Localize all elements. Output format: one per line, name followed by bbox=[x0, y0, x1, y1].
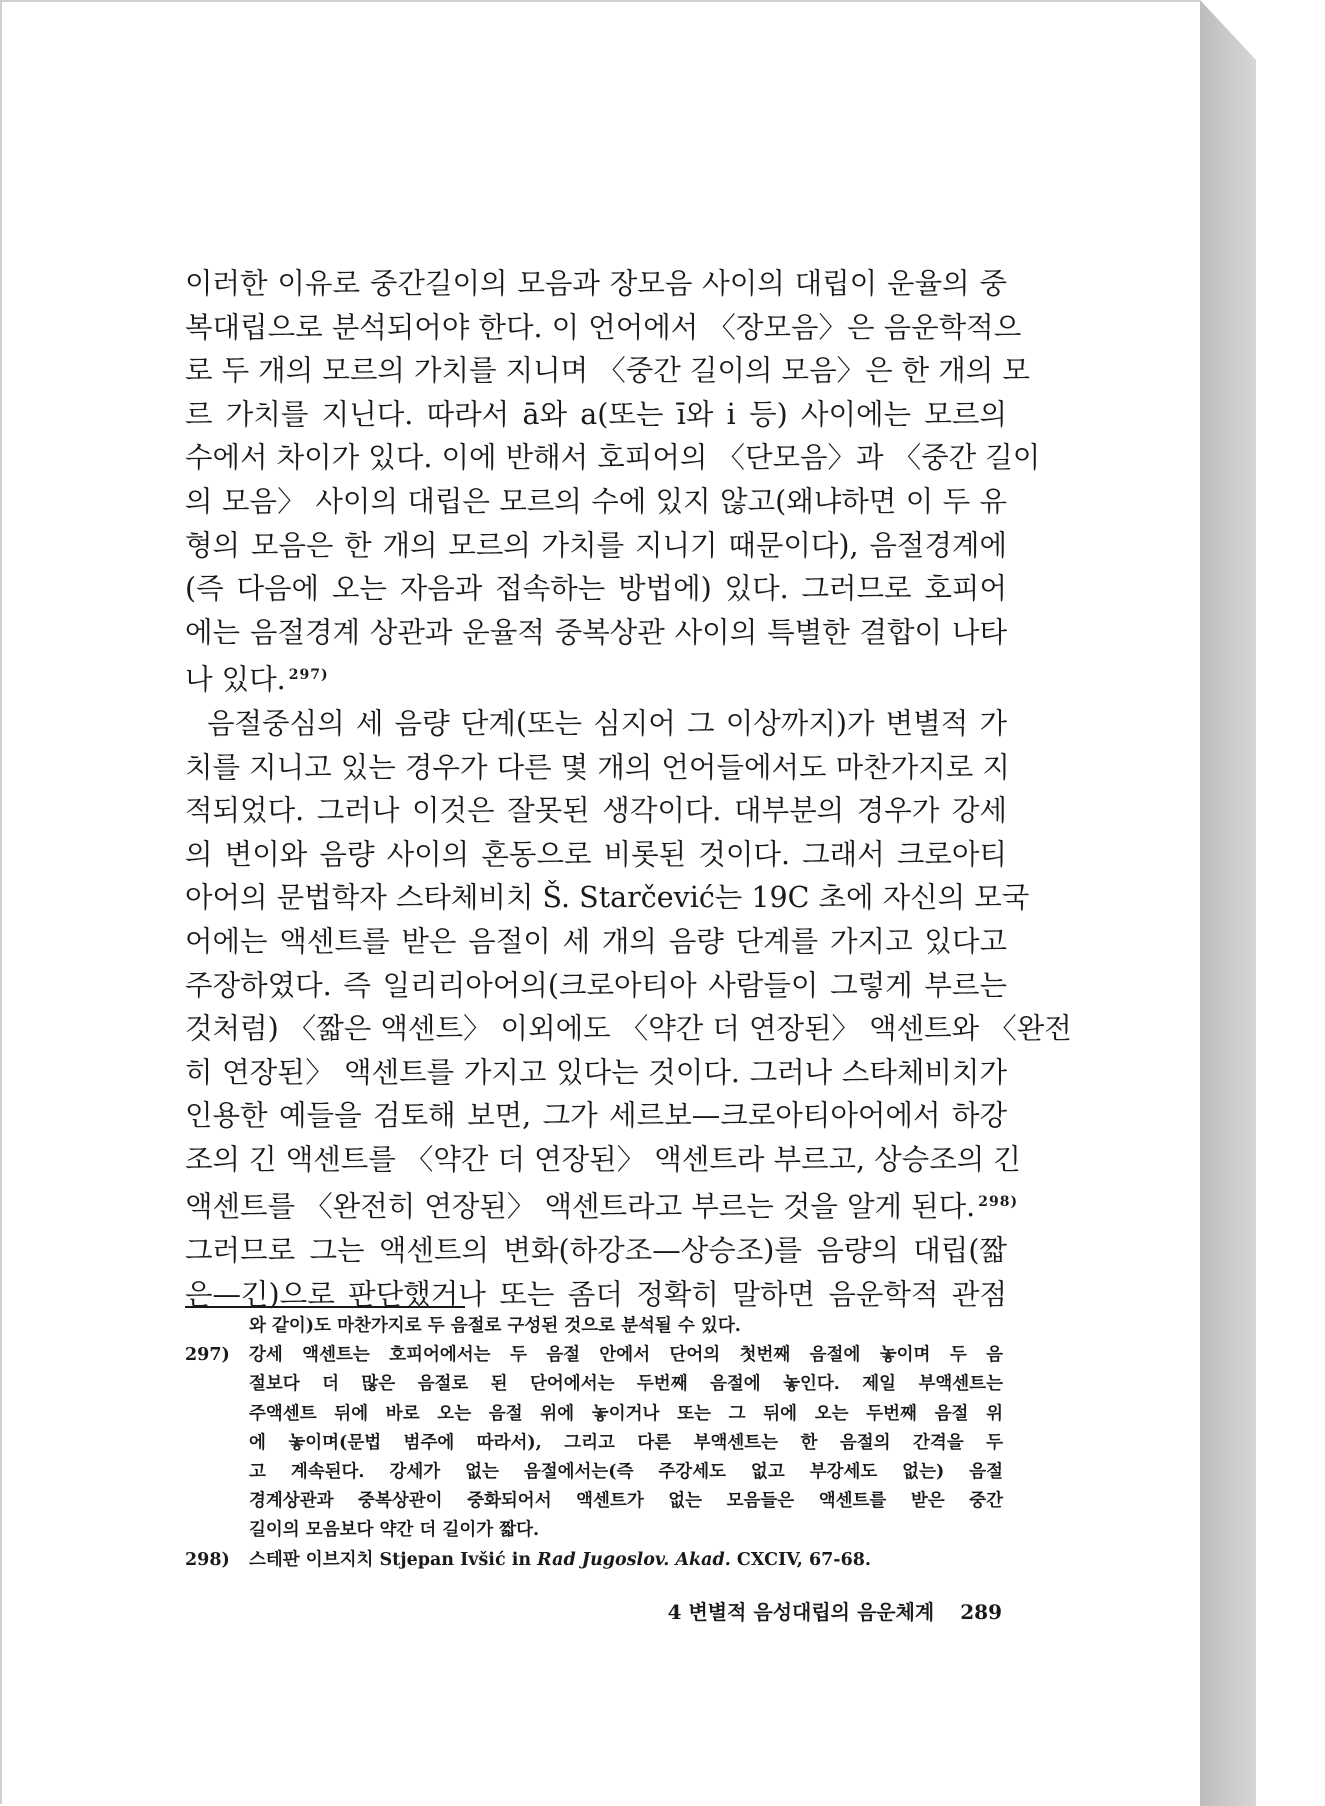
footnote-297-line: 주액센트 뒤에 바로 오는 음절 위에 놓이거나 또는 그 뒤에 오는 두번째 음절 위 bbox=[249, 1403, 1003, 1424]
footnote-298-line bbox=[185, 1546, 1003, 1575]
footnote-carryover: 와 같이)도 마찬가지로 두 음절로 구성된 것으로 분석될 수 있다. bbox=[249, 1316, 741, 1336]
footnote-text: 강세 액센트는 호피어에서는 두 음절 안에서 단어의 첫번째 음절에 놓이며 두 음 bbox=[249, 1345, 1003, 1366]
body-line: 에는 음절경계 상관과 운율적 중복상관 사이의 특별한 결합이 나타 bbox=[185, 615, 1007, 649]
footnote-text: CXCIV, 67-68. bbox=[730, 1549, 872, 1570]
footnote-number: 298) bbox=[185, 1549, 230, 1570]
journal-title: Rad Jugoslov. Akad. bbox=[537, 1549, 731, 1570]
body-line: 형의 모음은 한 개의 모르의 가치를 지니기 때문이다), 음절경계에 bbox=[185, 528, 1007, 562]
page-edge-shadow bbox=[1200, 0, 1256, 1806]
footnote-ref-298[interactable]: 298) bbox=[978, 1194, 1019, 1211]
body-text bbox=[185, 262, 1072, 1316]
footnote-297-line: 절보다 더 많은 음절로 된 단어에서는 두번째 음절에 놓인다. 제일 부액센트는 bbox=[249, 1374, 1003, 1395]
footnote-divider bbox=[185, 1306, 465, 1308]
page-number: 289 bbox=[960, 1600, 1002, 1624]
body-line: 아어의 문법학자 스타체비치 Š. Starčević는 19C 초에 자신의 모국 bbox=[185, 881, 1030, 915]
body-line-text: 액센트를 〈완전히 연장된〉 액센트라고 부르는 것을 알게 된다. bbox=[185, 1190, 976, 1224]
body-line: 적되었다. 그러나 이것은 잘못된 생각이다. 대부분의 경우가 강세 bbox=[185, 794, 1007, 828]
body-line: 히 연장된〉 액센트를 가지고 있다는 것이다. 그러나 스타체비치가 bbox=[185, 1055, 1007, 1089]
body-line: 어에는 액센트를 받은 음절이 세 개의 음량 단계를 가지고 있다고 bbox=[185, 924, 1007, 958]
body-line: 수에서 차이가 있다. 이에 반해서 호피어의 〈단모음〉과 〈중간 길이 bbox=[185, 441, 1041, 475]
body-line-text: 나 있다. bbox=[185, 663, 286, 697]
body-line: (즉 다음에 오는 자음과 접속하는 방법에) 있다. 그러므로 호피어 bbox=[185, 572, 1007, 606]
footnote-297-line: 경계상관과 중복상관이 중화되어서 액센트가 없는 모음들은 액센트를 받은 중간 bbox=[249, 1491, 1003, 1512]
footnotes bbox=[185, 1312, 1003, 1575]
body-line: 주장하였다. 즉 일리리아어의(크로아티아 사람들이 그렇게 부르는 bbox=[185, 968, 1007, 1002]
footnote-297-line: 길이의 모음보다 약간 더 길이가 짧다. bbox=[249, 1520, 540, 1541]
body-line bbox=[185, 1181, 1019, 1229]
body-line bbox=[185, 654, 1007, 702]
body-line: 것처럼) 〈짧은 액센트〉 이외에도 〈약간 더 연장된〉 액센트와 〈완전 bbox=[185, 1012, 1072, 1046]
body-line: 음절중심의 세 음량 단계(또는 심지어 그 이상까지)가 변별적 가 bbox=[207, 706, 1007, 740]
body-line: 인용한 예들을 검토해 보면, 그가 세르보—크로아티아어에서 하강 bbox=[185, 1099, 1007, 1133]
body-line: 의 모음〉 사이의 대립은 모르의 수에 있지 않고(왜냐하면 이 두 유 bbox=[185, 484, 1007, 518]
body-line: 복대립으로 분석되어야 한다. 이 언어에서 〈장모음〉은 음운학적으 bbox=[185, 310, 1022, 344]
footnote-text: 스테판 이브지치 Stjepan Ivšić in bbox=[249, 1549, 538, 1570]
footnote-297-line: 에 놓이며(문법 범주에 따라서), 그리고 다른 부액센트는 한 음절의 간격을 두 bbox=[249, 1432, 1003, 1453]
footnote-ref-297[interactable]: 297) bbox=[288, 667, 329, 684]
body-line: 이러한 이유로 중간길이의 모음과 장모음 사이의 대립이 운율의 중 bbox=[185, 267, 1007, 300]
body-line: 르 가치를 지닌다. 따라서 ā와 a(또는 ī와 i 등) 사이에는 모르의 bbox=[185, 397, 1007, 431]
footnote-297-line bbox=[185, 1341, 1003, 1370]
chapter-title: 4 변별적 음성대립의 음운체계 bbox=[667, 1600, 935, 1624]
body-line: 치를 지니고 있는 경우가 다른 몇 개의 언어들에서도 마찬가지로 지 bbox=[185, 750, 1010, 784]
body-line: 은—긴)으로 판단했거나 또는 좀더 정확히 말하면 음운학적 관점 bbox=[185, 1277, 1007, 1311]
body-line: 조의 긴 액센트를 〈약간 더 연장된〉 액센트라 부르고, 상승조의 긴 bbox=[185, 1142, 1021, 1176]
body-line: 그러므로 그는 액센트의 변화(하강조—상승조)를 음량의 대립(짧 bbox=[185, 1234, 1007, 1268]
footnote-297-line: 고 계속된다. 강세가 없는 음절에서는(즉 주강세도 없고 부강세도 없는) 음절 bbox=[249, 1462, 1003, 1483]
body-line: 로 두 개의 모르의 가치를 지니며 〈중간 길이의 모음〉은 한 개의 모 bbox=[185, 354, 1030, 388]
body-line: 의 변이와 음량 사이의 혼동으로 비롯된 것이다. 그래서 크로아티 bbox=[185, 837, 1007, 871]
running-footer bbox=[668, 1596, 1002, 1625]
footnote-number: 297) bbox=[185, 1345, 230, 1366]
